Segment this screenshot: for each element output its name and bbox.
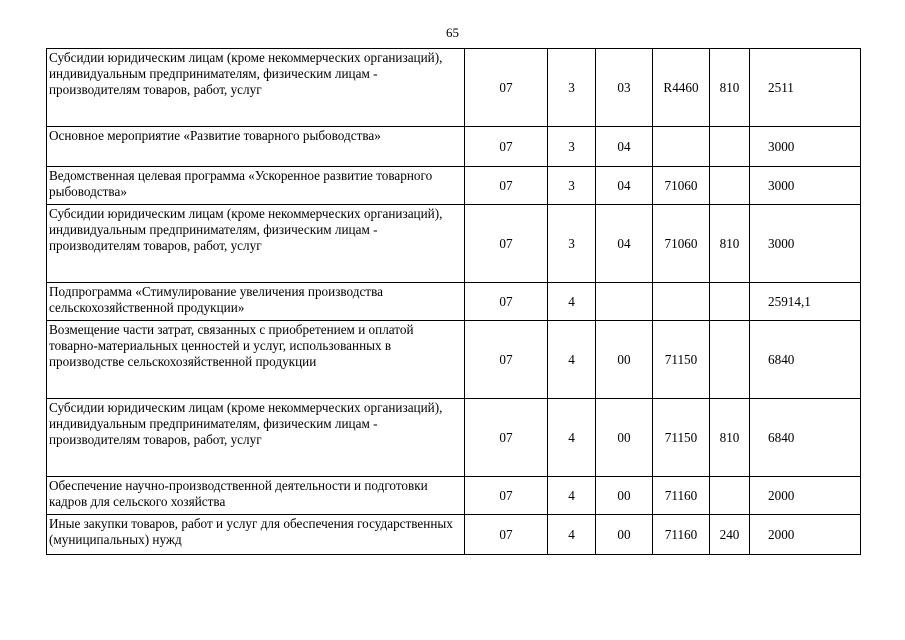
row-name: Подпрограмма «Стимулирование увеличения производства сельскохозяйственной продукции»: [47, 283, 465, 321]
rz-cell: 07: [465, 167, 548, 205]
row-name: Основное мероприятие «Развитие товарного рыбоводства»: [47, 127, 465, 167]
page-number: 65: [446, 25, 459, 40]
vr-cell: [710, 477, 750, 515]
table-row: [47, 321, 861, 399]
sub-cell: 04: [596, 205, 653, 283]
csr-cell: [653, 127, 710, 167]
table-row: [47, 399, 861, 477]
row-name: Иные закупки товаров, работ и услуг для обеспечения государственных (муниципальных) нужд: [47, 515, 465, 555]
csr-cell: 71060: [653, 167, 710, 205]
table-row: [47, 167, 861, 205]
csr-cell: 71160: [653, 515, 710, 555]
vr-cell: 810: [710, 399, 750, 477]
csr-cell: R4460: [653, 49, 710, 127]
sum-cell: 6840: [750, 321, 861, 399]
sub-cell: 00: [596, 321, 653, 399]
rz-cell: 07: [465, 205, 548, 283]
sum-cell: 2000: [750, 477, 861, 515]
row-name: Субсидии юридическим лицам (кроме некоммерческих организаций), индивидуальным предпринимателям, физическим лицам - производителям товаров, работ, услуг: [47, 49, 465, 127]
csr-cell: [653, 283, 710, 321]
vr-cell: [710, 283, 750, 321]
rz-cell: 07: [465, 321, 548, 399]
sum-cell: 3000: [750, 127, 861, 167]
sub-cell: 04: [596, 127, 653, 167]
rz-cell: 07: [465, 127, 548, 167]
pr-cell: 3: [548, 127, 596, 167]
row-name: Возмещение части затрат, связанных с приобретением и оплатой товарно-материальных ценностей и услуг, использованных в производстве сельскохозяйственной продукции: [47, 321, 465, 399]
pr-cell: 3: [548, 49, 596, 127]
table-row: [47, 515, 861, 555]
sum-cell: 6840: [750, 399, 861, 477]
table-row: [47, 477, 861, 515]
rz-cell: 07: [465, 49, 548, 127]
sub-cell: [596, 283, 653, 321]
pr-cell: 3: [548, 167, 596, 205]
table-row: [47, 49, 861, 127]
vr-cell: [710, 167, 750, 205]
csr-cell: 71060: [653, 205, 710, 283]
vr-cell: 810: [710, 49, 750, 127]
table-row: [47, 127, 861, 167]
pr-cell: 4: [548, 399, 596, 477]
table-row: [47, 205, 861, 283]
pr-cell: 4: [548, 515, 596, 555]
csr-cell: 71150: [653, 321, 710, 399]
budget-table: [46, 48, 861, 555]
row-name: Ведомственная целевая программа «Ускоренное развитие товарного рыбоводства»: [47, 167, 465, 205]
table-row: [47, 283, 861, 321]
sum-cell: 3000: [750, 205, 861, 283]
vr-cell: [710, 321, 750, 399]
sub-cell: 04: [596, 167, 653, 205]
row-name: Субсидии юридическим лицам (кроме некоммерческих организаций), индивидуальным предпринимателям, физическим лицам - производителям товаров, работ, услуг: [47, 399, 465, 477]
sub-cell: 00: [596, 477, 653, 515]
sum-cell: 2511: [750, 49, 861, 127]
sub-cell: 00: [596, 399, 653, 477]
sum-cell: 25914,1: [750, 283, 861, 321]
row-name: Обеспечение научно-производственной деятельности и подготовки кадров для сельского хозяйства: [47, 477, 465, 515]
pr-cell: 4: [548, 321, 596, 399]
sum-cell: 2000: [750, 515, 861, 555]
csr-cell: 71150: [653, 399, 710, 477]
rz-cell: 07: [465, 515, 548, 555]
vr-cell: 810: [710, 205, 750, 283]
rz-cell: 07: [465, 283, 548, 321]
rz-cell: 07: [465, 399, 548, 477]
rz-cell: 07: [465, 477, 548, 515]
sum-cell: 3000: [750, 167, 861, 205]
pr-cell: 4: [548, 283, 596, 321]
vr-cell: 240: [710, 515, 750, 555]
csr-cell: 71160: [653, 477, 710, 515]
sub-cell: 03: [596, 49, 653, 127]
pr-cell: 3: [548, 205, 596, 283]
row-name: Субсидии юридическим лицам (кроме некоммерческих организаций), индивидуальным предпринимателям, физическим лицам - производителям товаров, работ, услуг: [47, 205, 465, 283]
pr-cell: 4: [548, 477, 596, 515]
vr-cell: [710, 127, 750, 167]
sub-cell: 00: [596, 515, 653, 555]
